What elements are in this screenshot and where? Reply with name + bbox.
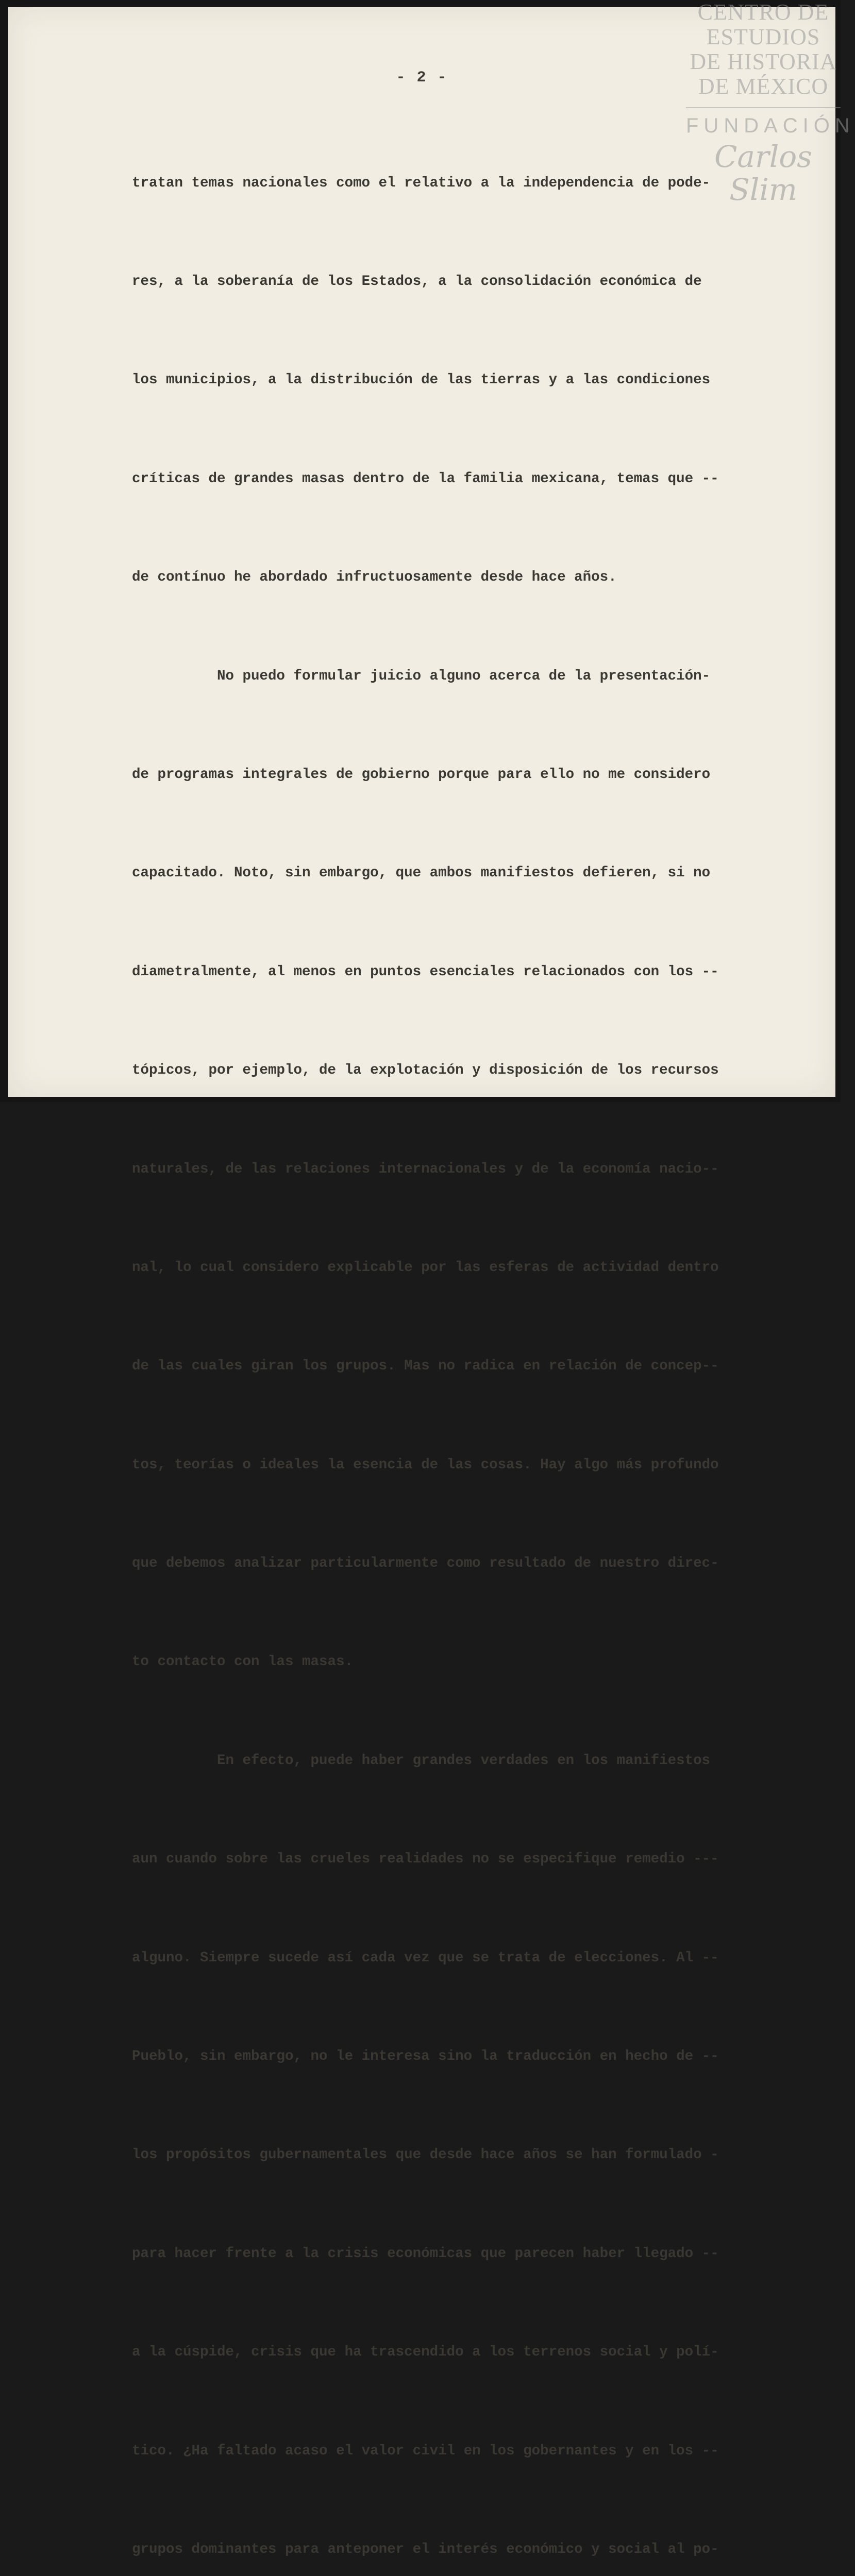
text-line-24: tico. ¿Ha faltado acaso el valor civil en los gobernantes y en los -- — [132, 2443, 719, 2459]
text-line-14: tos, teorías o ideales la esencia de las cosas. Hay algo más profundo — [132, 1456, 719, 1473]
text-line-1: tratan temas nacionales como el relativo a la independencia de pode- — [132, 175, 711, 191]
watermark-foundation: FUNDACIÓN — [686, 107, 841, 138]
text-line-20: Pueblo, sin embargo, no le interesa sino la traducción en hecho de -- — [132, 2048, 719, 2065]
text-line-18: aun cuando sobre las crueles realidades no se especifique remedio --- — [132, 1851, 719, 1868]
text-line-7: de programas integrales de gobierno porque para ello no me considero — [132, 766, 711, 783]
text-line-21: los propósitos gubernamentales que desde hace años se han formulado - — [132, 2147, 719, 2163]
text-line-15: que debemos analizar particularmente como resultado de nuestro direc- — [132, 1555, 719, 1572]
watermark-line: DE HISTORIA — [690, 49, 837, 74]
text-line-3: los municipios, a la distribución de las tierras y a las condiciones — [132, 372, 711, 388]
text-line-8: capacitado. Noto, sin embargo, que ambos manifiestos defieren, si no — [132, 865, 711, 882]
text-line-23: a la cúspide, crisis que ha trascendido a los terrenos social y polí- — [132, 2344, 719, 2361]
text-line-19: alguno. Siempre sucede así cada vez que se trata de elecciones. Al -- — [132, 1950, 719, 1966]
text-line-25: grupos dominantes para anteponer el interés económico y social al po- — [132, 2541, 719, 2557]
page-number: - 2 - — [396, 69, 448, 87]
text-line-13: de las cuales giran los grupos. Mas no radica en relación de concep-- — [132, 1358, 719, 1375]
watermark-line: CENTRO DE — [697, 0, 829, 25]
text-line-17: En efecto, puede haber grandes verdades en los manifiestos — [132, 1752, 711, 1769]
text-line-5: de contínuo he abordado infructuosamente desde hace años. — [132, 569, 617, 586]
text-line-12: nal, lo cual considero explicable por las esferas de actividad dentro — [132, 1259, 719, 1276]
body-text — [132, 101, 823, 2576]
text-line-4: críticas de grandes masas dentro de la familia mexicana, temas que -- — [132, 470, 719, 487]
text-line-6: No puedo formular juicio alguno acerca de la presentación- — [132, 668, 711, 684]
text-line-16: to contacto con las masas. — [132, 1654, 354, 1670]
text-line-9: diametralmente, al menos en puntos esenciales relacionados con los -- — [132, 963, 719, 980]
watermark-signature: Carlos Slim — [714, 139, 812, 207]
archive-watermark — [686, 0, 855, 207]
text-line-11: naturales, de las relaciones internacionales y de la economía nacio-- — [132, 1161, 719, 1177]
watermark-line: ESTUDIOS — [706, 24, 820, 49]
watermark-line: DE MÉXICO — [698, 74, 829, 99]
text-line-22: para hacer frente a la crisis económicas que parecen haber llegado -- — [132, 2245, 719, 2262]
text-line-10: tópicos, por ejemplo, de la explotación y disposición de los recursos — [132, 1062, 719, 1079]
text-line-2: res, a la soberanía de los Estados, a la consolidación económica de — [132, 273, 702, 290]
